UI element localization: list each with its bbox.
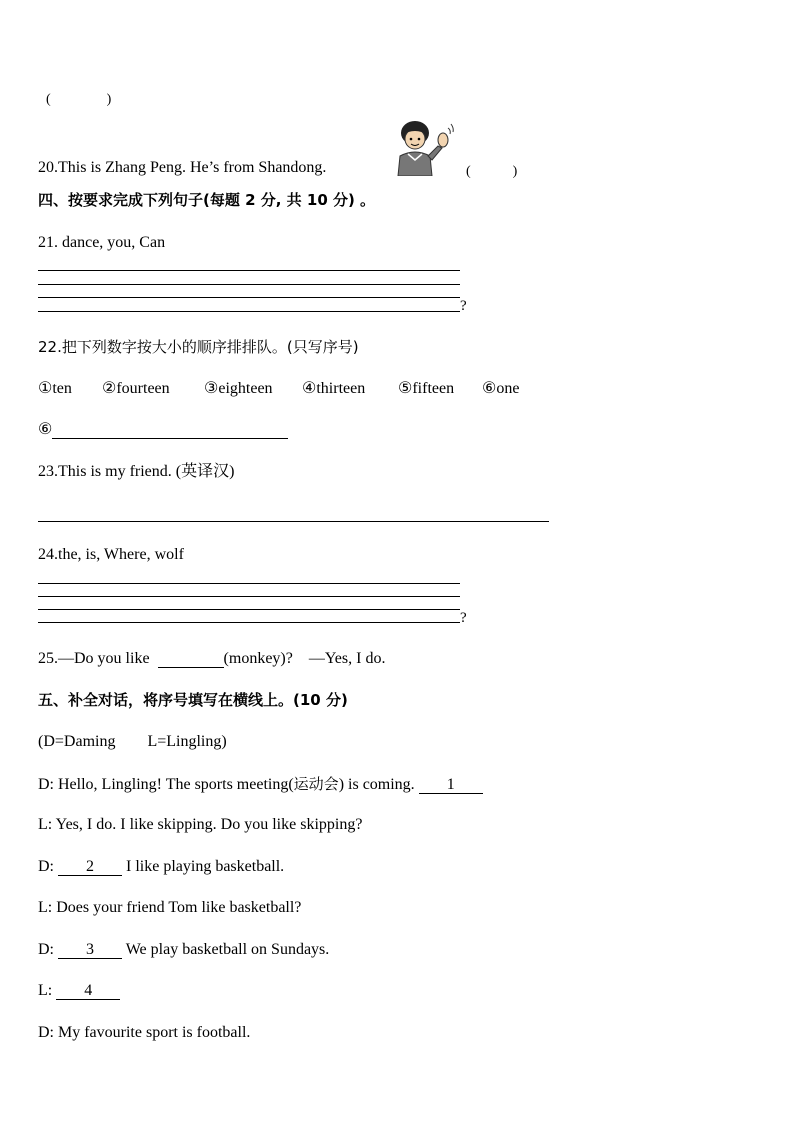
dialogue-line-1: D: Hello, Lingling! The sports meeting(运动会) is coming. 1 bbox=[38, 774, 483, 795]
question-23: 23.This is my friend. (英译汉) bbox=[38, 463, 235, 480]
option-1: ①ten bbox=[38, 380, 72, 397]
section-5-title: 五、补全对话，将序号填写在横线上。(10 分) bbox=[38, 691, 348, 709]
order-answer: ⑥ bbox=[38, 420, 288, 440]
answer-line bbox=[38, 311, 460, 312]
question-mark: ? bbox=[460, 610, 467, 626]
dialogue-line-2: L: Yes, I do. I like skipping. Do you like skipping? bbox=[38, 816, 363, 833]
boy-waving-illustration bbox=[388, 118, 454, 176]
question-25: 25.—Do you like (monkey)? —Yes, I do. bbox=[38, 650, 386, 667]
answer-line bbox=[38, 596, 460, 597]
option-5: ⑤fifteen bbox=[398, 380, 455, 397]
dialogue-line-3: D: 2 I like playing basketball. bbox=[38, 858, 285, 875]
question-mark: ? bbox=[460, 298, 467, 314]
answer-paren: ( ) bbox=[46, 92, 112, 107]
answer-line bbox=[38, 583, 460, 584]
section-4-title: 四、按要求完成下列句子(每题 2 分, 共 10 分) 。 bbox=[38, 191, 376, 209]
answer-paren-20: ( ) bbox=[466, 164, 518, 179]
speaker-key: (D=Daming L=Lingling) bbox=[38, 733, 227, 750]
question-20: 20.This is Zhang Peng. He’s from Shandong. bbox=[38, 159, 327, 176]
option-3: ③eighteen bbox=[204, 380, 273, 397]
answer-line bbox=[38, 622, 460, 623]
dialogue-line-7: D: My favourite sport is football. bbox=[38, 1024, 251, 1041]
option-2: ②fourteen bbox=[102, 380, 170, 397]
option-4: ④thirteen bbox=[302, 380, 366, 397]
dialogue-line-5: D: 3 We play basketball on Sundays. bbox=[38, 941, 330, 958]
dialogue-line-4: L: Does your friend Tom like basketball? bbox=[38, 899, 302, 916]
dialogue-line-6: L: 4 bbox=[38, 981, 120, 1001]
question-21: 21. dance, you, Can bbox=[38, 234, 166, 251]
option-6: ⑥one bbox=[482, 380, 520, 397]
question-24: 24.the, is, Where, wolf bbox=[38, 546, 184, 563]
answer-line bbox=[38, 609, 460, 610]
answer-line bbox=[38, 521, 549, 522]
answer-line bbox=[38, 284, 460, 285]
answer-line bbox=[38, 297, 460, 298]
question-22: 22.把下列数字按大小的顺序排排队。(只写序号) bbox=[38, 338, 359, 356]
answer-line bbox=[38, 270, 460, 271]
